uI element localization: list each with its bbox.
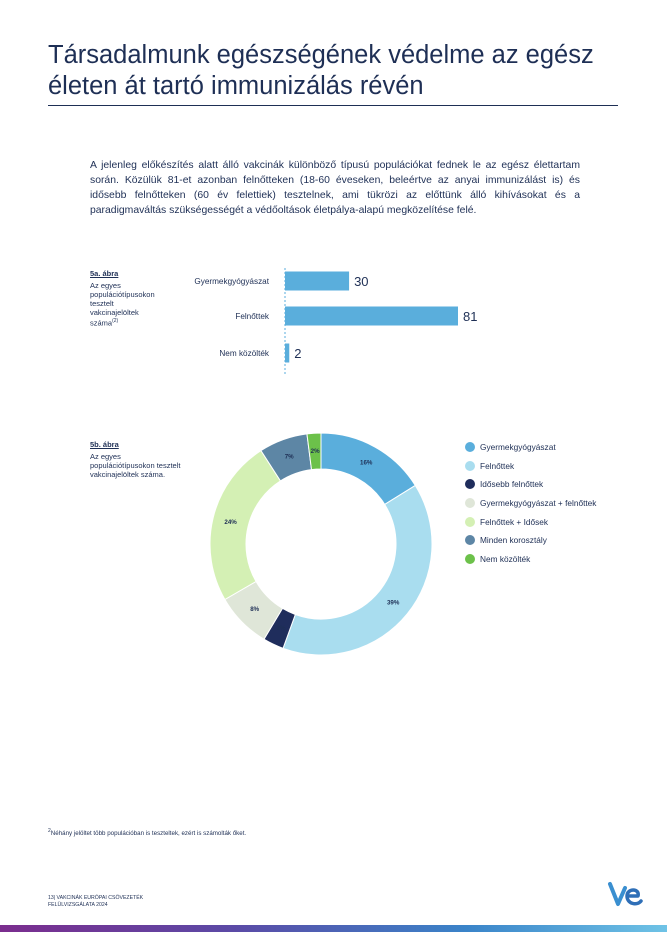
donut-legend <box>465 438 635 568</box>
bar-category-label: Gyermekgyógyászat <box>194 277 269 286</box>
legend-item <box>465 438 635 457</box>
footnote-text: Néhány jelöltet több populációban is teszteltek, ezért is számolták őket. <box>50 830 247 838</box>
donut-slice-1 <box>283 485 432 655</box>
legend-label: Nem közölték <box>480 553 531 564</box>
intro-paragraph: A jelenleg előkészítés alatt álló vakcinák különböző típusú populációkat fednek le az egész élettartam során. Közülük 81-et azonban felnőtteken (18-60 éveseken, beleértve az anyai immunizálást is) és idősebb felnőtteken (60 év felettiek) tesztelnek, ami tükrözi az előttünk álló kihívásokat és a paradigmaváltás szükségességét a védőoltások életpálya-alapú megközelítése felé. <box>90 160 580 216</box>
footer-line-2: FELÜLVIZSGÁLATA 2024 <box>48 901 108 908</box>
figure-5b-caption-block <box>90 440 185 479</box>
legend-label: Gyermekgyógyászat <box>480 442 556 453</box>
donut-slice-label: 7% <box>284 453 294 461</box>
legend-label: Idősebb felnőttek <box>480 479 544 490</box>
legend-item <box>465 475 635 494</box>
legend-label: Felnőttek + Idősek <box>480 516 549 527</box>
bar-2 <box>285 344 289 363</box>
bar-0 <box>285 272 349 291</box>
footer-line-1: 13| VAKCINÁK EURÓPAI CSÖVEZETÉK <box>48 895 144 901</box>
footer-text <box>48 895 198 908</box>
legend-item <box>465 457 635 476</box>
donut-slice-label: 16% <box>360 459 373 467</box>
donut-slice-label: 8% <box>250 606 260 614</box>
legend-item <box>465 512 635 531</box>
donut-slice-4 <box>210 451 280 600</box>
figure-5a-caption: Az egyes populációtípusokon tesztelt vakcinajelöltek száma$^{(2)}$ <box>90 281 155 328</box>
footer-color-stripe <box>0 925 667 932</box>
legend-item <box>465 494 635 513</box>
figure-5a-caption-footnote-ref: (2) <box>112 318 119 324</box>
figure-5a-label: 5a. ábra <box>90 269 119 278</box>
title-divider <box>48 105 618 106</box>
legend-swatch <box>465 498 475 508</box>
legend-item <box>465 550 635 569</box>
legend-swatch <box>465 554 475 564</box>
legend-item <box>465 531 635 550</box>
legend-swatch <box>465 442 475 452</box>
legend-label: Minden korosztály <box>480 535 547 546</box>
donut-slice-label: 2% <box>310 448 320 456</box>
legend-swatch <box>465 461 475 471</box>
legend-swatch <box>465 479 475 489</box>
footnote <box>48 828 246 837</box>
legend-swatch <box>465 535 475 545</box>
footnote-mark: 2 <box>48 828 51 834</box>
legend-swatch <box>465 517 475 527</box>
bar-value-label: 2 <box>294 346 302 361</box>
bar-value-label: 30 <box>354 274 369 289</box>
figure-5b-label: 5b. ábra <box>90 440 119 449</box>
donut-slice-label: 3% <box>276 624 286 632</box>
page-title: Társadalmunk egészségének védelme az egész életen át tartó immunizálás révén <box>48 41 594 100</box>
legend-label: Gyermekgyógyászat + felnőttek <box>480 498 597 509</box>
donut-slice-label: 24% <box>224 519 237 527</box>
bar-value-label: 81 <box>463 309 478 324</box>
bar-category-label: Felnőttek <box>235 312 269 321</box>
ve-logo <box>607 878 643 910</box>
bar-category-label: Nem közölték <box>219 349 269 358</box>
legend-label: Felnőttek <box>480 460 515 471</box>
bar-1 <box>285 307 458 326</box>
bar-chart-5a <box>170 262 500 380</box>
donut-slice-label: 39% <box>386 599 400 607</box>
donut-chart-5b <box>205 428 437 660</box>
figure-5b-caption: Az egyes populációtípusokon tesztelt vakcinajelöltek száma. <box>90 452 181 479</box>
